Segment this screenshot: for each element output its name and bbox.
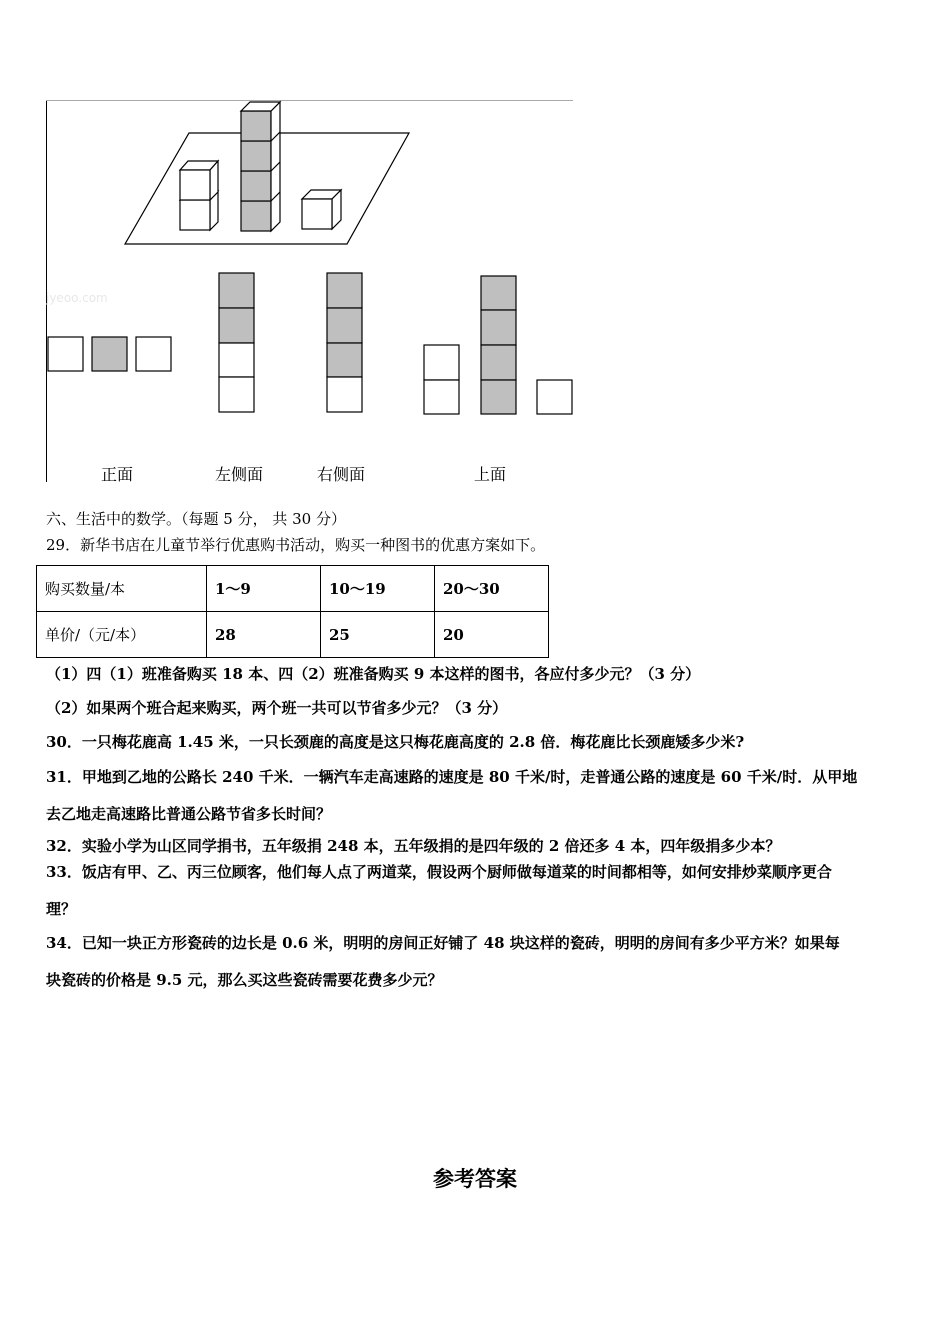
section-heading: 六、生活中的数学。（每题 5 分， 共 30 分） <box>46 510 346 528</box>
table-cell: 10～19 <box>321 566 435 612</box>
q34-line1: 34．已知一块正方形瓷砖的边长是 0.6 米，明明的房间正好铺了 48 块这样的瓷砖，明明的房间有多少平方米？如果每 <box>46 934 840 952</box>
q29-sub1: （1）四（1）班准备购买 18 本、四（2）班准备购买 9 本这样的图书，各应付多少元？（3 分） <box>46 665 701 683</box>
label-top-view: 上面 <box>474 465 507 484</box>
watermark: jyeoo.com <box>46 291 108 305</box>
q34-line2: 块瓷砖的价格是 9.5 元，那么买这些瓷砖需要花费多少元？ <box>46 971 443 989</box>
q32: 32．实验小学为山区同学捐书，五年级捐 248 本，五年级捐的是四年级的 2 倍还多 4 本，四年级捐多少本？ <box>46 837 781 855</box>
left-side-view <box>219 273 254 412</box>
top-view <box>424 276 572 414</box>
q30: 30．一只梅花鹿高 1.45 米，一只长颈鹿的高度是这只梅花鹿高度的 2.8 倍．梅花鹿比长颈鹿矮多少米? <box>46 733 745 751</box>
q33-line2: 理？ <box>46 900 77 918</box>
q29-sub2: （2）如果两个班合起来购买，两个班一共可以节省多少元？（3 分） <box>46 699 508 717</box>
right-side-view <box>327 273 362 412</box>
answer-title: 参考答案 <box>433 1167 517 1191</box>
price-table <box>36 565 549 658</box>
table-cell: 20～30 <box>435 566 549 612</box>
table-cell: 20 <box>435 612 549 658</box>
label-right-side-view: 右侧面 <box>317 465 366 484</box>
cube-single-right <box>302 190 341 229</box>
q29-intro: 29．新华书店在儿童节举行优惠购书活动，购买一种图书的优惠方案如下。 <box>46 536 546 554</box>
table-row <box>37 566 549 612</box>
q31-line2: 去乙地走高速路比普通公路节省多长时间？ <box>46 805 332 823</box>
table-cell: 28 <box>207 612 321 658</box>
label-left-side-view: 左侧面 <box>215 465 264 484</box>
table-cell: 单价/（元/本） <box>37 612 207 658</box>
label-front-view: 正面 <box>101 465 134 484</box>
table-cell: 1～9 <box>207 566 321 612</box>
cube-views-figure <box>0 0 600 500</box>
q33-line1: 33．饭店有甲、乙、丙三位顾客，他们每人点了两道菜，假设两个厨师做每道菜的时间都相等，如何安排炒菜顺序更合 <box>46 863 832 881</box>
table-cell: 购买数量/本 <box>37 566 207 612</box>
cube-stack-left <box>180 161 218 230</box>
cube-stack-tall <box>241 102 280 231</box>
front-view <box>48 337 171 371</box>
table-row <box>37 612 549 658</box>
q31-line1: 31．甲地到乙地的公路长 240 千米．一辆汽车走高速路的速度是 80 千米/时，走普通公路的速度是 60 千米/时．从甲地 <box>46 768 858 786</box>
table-cell: 25 <box>321 612 435 658</box>
